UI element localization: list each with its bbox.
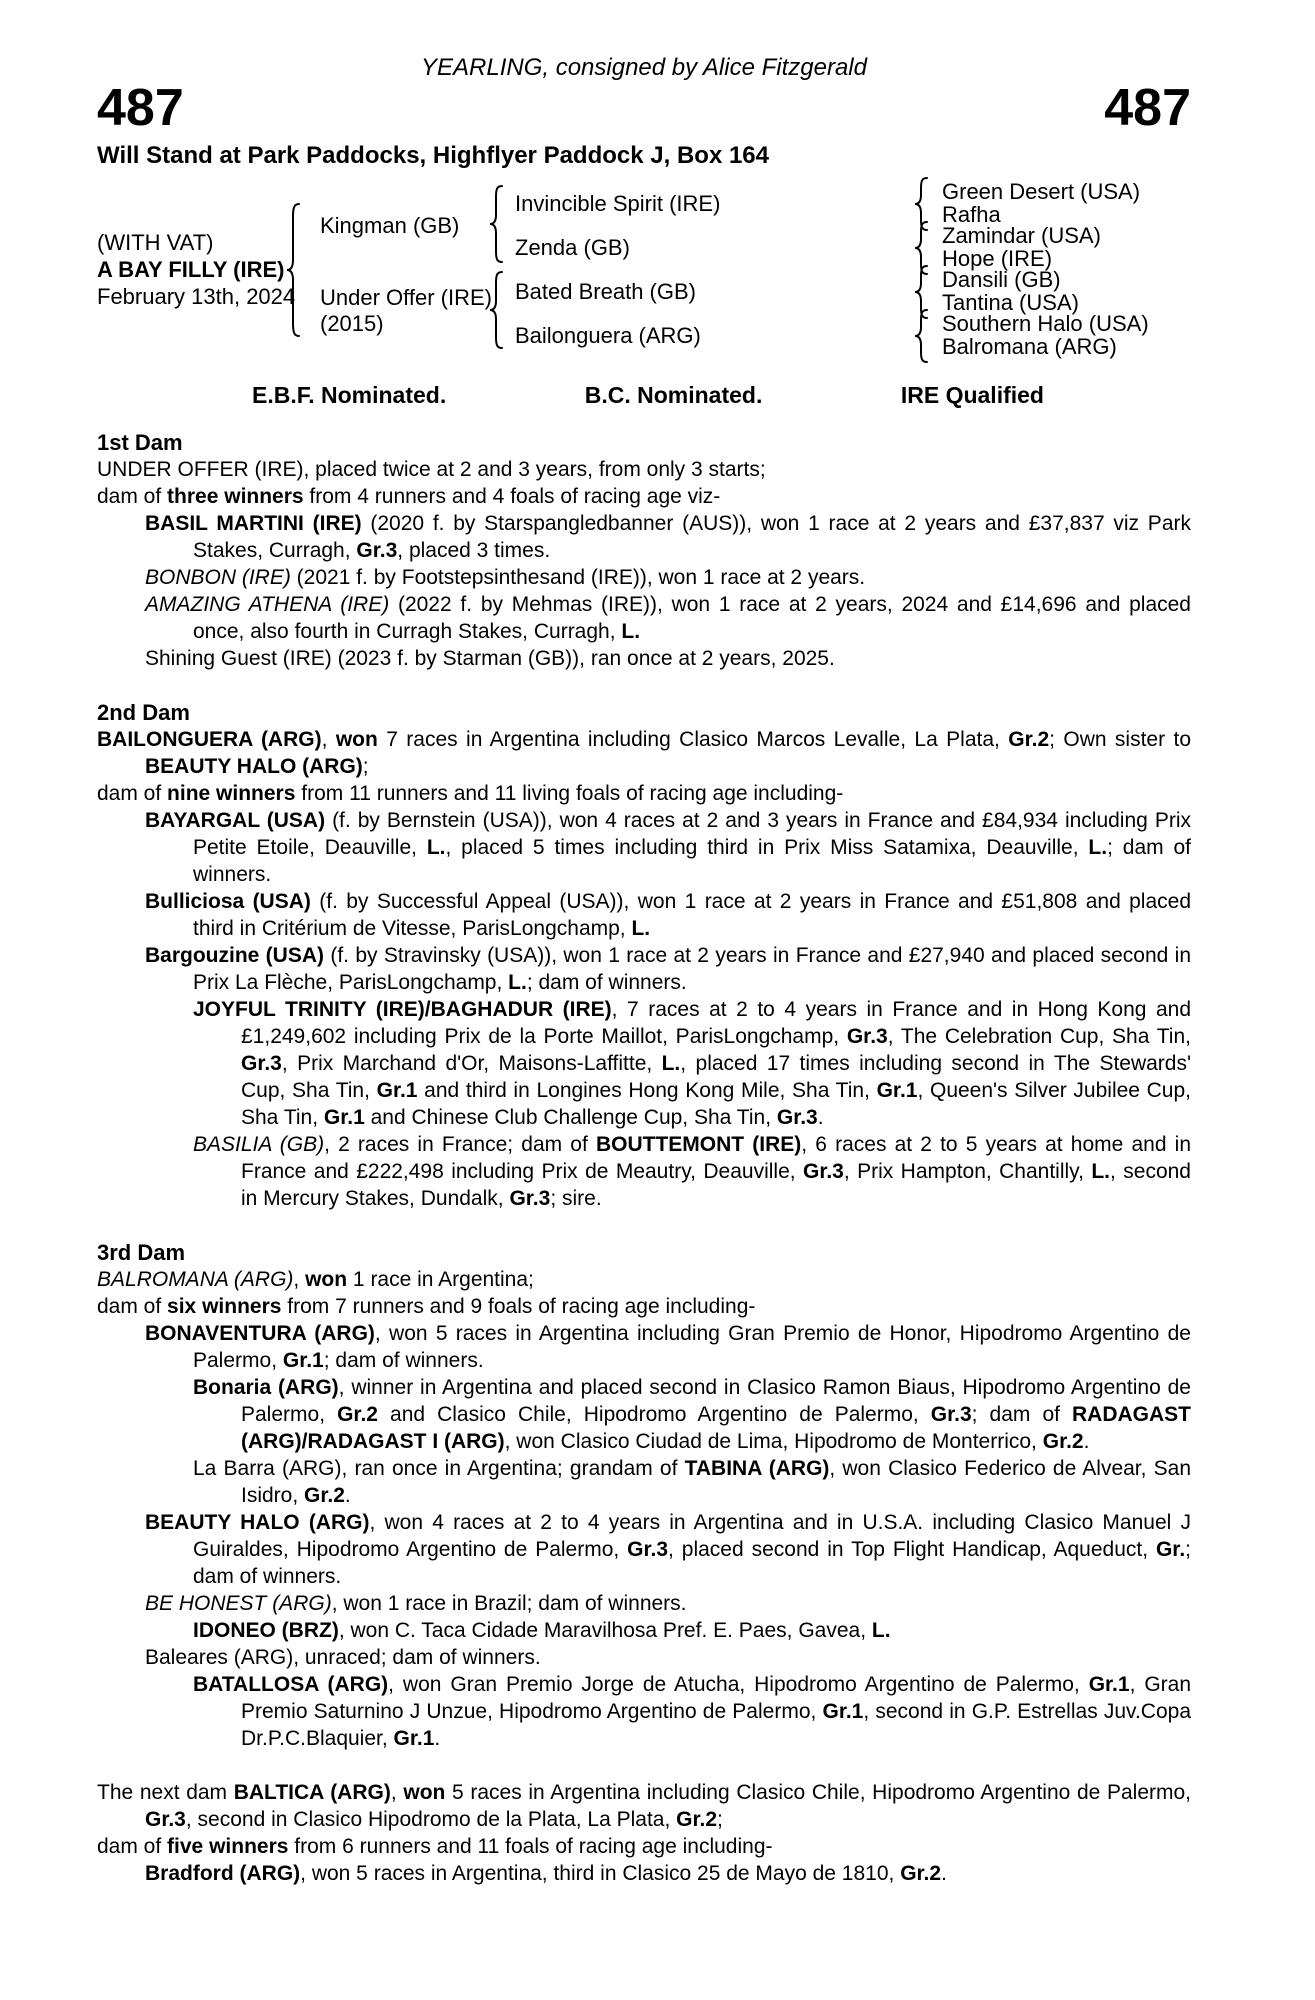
text-run: BASILIA (GB) bbox=[193, 1133, 325, 1156]
catalog-paragraph bbox=[97, 1509, 1191, 1590]
catalog-paragraph bbox=[97, 888, 1191, 942]
text-run: Gr.3 bbox=[145, 1808, 186, 1831]
text-run: , bbox=[390, 1781, 404, 1804]
text-run: , won Clasico Ciudad de Lima, Hipodromo de Monterrico, bbox=[504, 1430, 1043, 1453]
catalog-paragraph bbox=[97, 1293, 1191, 1320]
catalog-paragraph bbox=[97, 510, 1191, 564]
subject-name: A BAY FILLY (IRE) bbox=[97, 257, 285, 282]
text-run: won bbox=[305, 1268, 348, 1291]
text-run: L. bbox=[621, 620, 641, 643]
stand-location: Will Stand at Park Paddocks, Highflyer Paddock J, Box 164 bbox=[97, 142, 769, 169]
text-run: from 4 runners and 4 foals of racing age viz- bbox=[303, 485, 721, 508]
text-run: Gr.3 bbox=[509, 1187, 551, 1210]
nominations-row bbox=[252, 382, 1044, 409]
catalog-paragraph bbox=[97, 1320, 1191, 1374]
text-run: RADAGAST (ARG)/RADAGAST I (ARG) bbox=[241, 1403, 1192, 1453]
text-run: . bbox=[1083, 1430, 1090, 1453]
text-run: Shining Guest (IRE) (2023 f. by Starman (GB)), ran once at 2 years, 2025. bbox=[145, 647, 835, 670]
text-run: UNDER OFFER (IRE), placed twice at 2 and 3 years, from only 3 starts; bbox=[97, 458, 766, 481]
text-run: ; dam of winners. bbox=[193, 836, 1191, 886]
text-run: BOUTTEMONT (IRE) bbox=[595, 1133, 802, 1156]
text-run: and Chinese Club Challenge Cup, Sha Tin, bbox=[364, 1106, 777, 1129]
text-run: , bbox=[293, 1268, 306, 1291]
ire-qualified: IRE Qualified bbox=[900, 382, 1044, 408]
text-run: ; dam of winners. bbox=[193, 1538, 1191, 1588]
text-run: , Queen's Silver Jubilee Cup, Sha Tin, bbox=[241, 1079, 1192, 1129]
text-run: Baleares (ARG), unraced; dam of winners. bbox=[145, 1646, 541, 1669]
catalog-paragraph bbox=[97, 591, 1191, 645]
text-run: ; sire. bbox=[550, 1187, 602, 1210]
catalog-paragraph bbox=[97, 1833, 1191, 1860]
text-run: Gr.2 bbox=[676, 1808, 718, 1831]
text-run: ; dam of winners. bbox=[323, 1349, 484, 1372]
text-run: BASIL MARTINI (IRE) bbox=[145, 512, 362, 535]
ggp-southern-halo: Southern Halo (USA) bbox=[942, 311, 1149, 336]
foaling-date: February 13th, 2024 bbox=[97, 284, 296, 309]
text-run: Gr.2 bbox=[900, 1862, 942, 1885]
text-run: Gr.1 bbox=[376, 1079, 418, 1102]
text-run: Gr.3 bbox=[356, 539, 398, 562]
text-run: , Gran Premio Saturnino J Unzue, Hipodromo Argentino de Palermo, bbox=[241, 1673, 1192, 1723]
text-run: dam of bbox=[97, 1295, 168, 1318]
text-run: BALTICA (ARG) bbox=[233, 1781, 391, 1804]
text-run: won bbox=[403, 1781, 446, 1804]
text-run: Gr.3 bbox=[627, 1538, 669, 1561]
ggp-tantina: Tantina (USA) bbox=[942, 290, 1079, 315]
page-title: YEARLING, consigned by Alice Fitzgerald bbox=[421, 54, 867, 81]
pedigree-brace-icon bbox=[913, 309, 929, 363]
text-run: , 2 races in France; dam of bbox=[324, 1133, 596, 1156]
ggp-green-desert: Green Desert (USA) bbox=[942, 179, 1141, 204]
text-run: L. bbox=[1091, 1160, 1111, 1183]
text-run: TABINA (ARG) bbox=[684, 1457, 830, 1480]
vat-note: (WITH VAT) bbox=[97, 230, 214, 255]
sire-name: Kingman (GB) bbox=[320, 213, 460, 238]
text-run: . bbox=[344, 1484, 351, 1507]
dam-section bbox=[97, 699, 1191, 1212]
text-run: ; dam of winners. bbox=[526, 971, 687, 994]
catalog-paragraph bbox=[97, 726, 1191, 780]
text-run: , won 4 races at 2 to 4 years in Argentina and in U.S.A. including Clasico Manuel J Guiraldes, Hipodromo Argentino de Palermo, bbox=[193, 1511, 1191, 1561]
text-run: Gr.2 bbox=[304, 1484, 345, 1507]
ggp-rafha: Rafha bbox=[942, 202, 1001, 227]
catalog-paragraph bbox=[97, 483, 1191, 510]
pedigree-sections bbox=[97, 429, 1191, 1887]
text-run: Gr.1 bbox=[876, 1079, 918, 1102]
dam-dam-name: Bailonguera (ARG) bbox=[515, 323, 701, 348]
catalog-paragraph bbox=[97, 645, 1191, 672]
dam-section-heading: 2nd Dam bbox=[97, 700, 190, 725]
dam-section-heading: 3rd Dam bbox=[97, 1240, 186, 1265]
catalog-paragraph bbox=[97, 1131, 1191, 1212]
text-run: (2021 f. by Footstepsinthesand (IRE)), won 1 race at 2 years. bbox=[290, 566, 866, 589]
text-run: , The Celebration Cup, Sha Tin, bbox=[887, 1025, 1191, 1048]
text-run: L. bbox=[508, 971, 527, 994]
text-run: 7 races in Argentina including Clasico Marcos Levalle, La Plata, bbox=[377, 728, 1009, 751]
text-run: , bbox=[321, 728, 336, 751]
text-run: , Prix Marchand d'Or, Maisons-Laffitte, bbox=[281, 1052, 662, 1075]
text-run: , placed 5 times including third in Prix Miss Satamixa, Deauville, bbox=[445, 836, 1089, 859]
text-run: (f. by Successful Appeal (USA)), won 1 race at 2 years in France and £51,808 and placed third in Critérium de Vitesse, ParisLongchamp, bbox=[193, 890, 1192, 940]
text-run: BONBON (IRE) bbox=[145, 566, 291, 589]
catalog-paragraph bbox=[97, 1860, 1191, 1887]
catalog-paragraph bbox=[97, 564, 1191, 591]
text-run: BATALLOSA (ARG) bbox=[193, 1673, 389, 1696]
text-run: L. bbox=[871, 1619, 891, 1642]
text-run: , won 1 race in Brazil; dam of winners. bbox=[331, 1592, 687, 1615]
text-run: Gr.3 bbox=[930, 1403, 972, 1426]
lot-number-right: 487 bbox=[1104, 79, 1191, 137]
text-run: nine winners bbox=[167, 782, 296, 805]
text-run: Gr.3 bbox=[803, 1160, 844, 1183]
text-run: 1 race in Argentina; bbox=[347, 1268, 534, 1291]
text-run: Gr.3 bbox=[846, 1025, 888, 1048]
catalog-paragraph bbox=[97, 807, 1191, 888]
text-run: from 6 runners and 11 foals of racing age including- bbox=[288, 1835, 773, 1858]
pedigree-brace-icon bbox=[283, 203, 303, 337]
text-run: Gr.1 bbox=[393, 1727, 435, 1750]
text-run: , 6 races at 2 to 5 years at home and in France and £222,498 including Prix de Meautry, Deauville, bbox=[241, 1133, 1192, 1183]
catalog-paragraph bbox=[97, 1455, 1191, 1509]
text-run: The next dam bbox=[97, 1781, 234, 1804]
text-run: , won Clasico Federico de Alvear, San Isidro, bbox=[241, 1457, 1191, 1507]
catalog-paragraph bbox=[97, 996, 1191, 1131]
text-run: Gr.2 bbox=[1042, 1430, 1084, 1453]
dam-year: (2015) bbox=[320, 311, 384, 336]
ggp-dansili: Dansili (GB) bbox=[942, 267, 1061, 292]
text-run: from 7 runners and 9 foals of racing age including- bbox=[281, 1295, 756, 1318]
text-run: IDONEO (BRZ) bbox=[193, 1619, 339, 1642]
ebf-nomination: E.B.F. Nominated. bbox=[252, 382, 447, 408]
text-run: , placed second in Top Flight Handicap, Aqueduct, bbox=[668, 1538, 1156, 1561]
text-run: , won Gran Premio Jorge de Atucha, Hipodromo Argentino de Palermo, bbox=[388, 1673, 1089, 1696]
text-run: BALROMANA (ARG) bbox=[97, 1268, 294, 1291]
text-run: , second in Clasico Hipodromo de la Plata, La Plata, bbox=[185, 1808, 677, 1831]
text-run: won bbox=[335, 728, 378, 751]
dam-section bbox=[97, 1239, 1191, 1752]
text-run: AMAZING ATHENA (IRE) bbox=[145, 593, 390, 616]
text-run: , won C. Taca Cidade Maravilhosa Pref. E. Paes, Gavea, bbox=[338, 1619, 872, 1642]
text-run: , second in Mercury Stakes, Dundalk, bbox=[241, 1160, 1191, 1210]
text-run: , Prix Hampton, Chantilly, bbox=[843, 1160, 1092, 1183]
sire-dam-name: Zenda (GB) bbox=[515, 235, 630, 260]
catalog-paragraph bbox=[97, 1374, 1191, 1455]
text-run: Bulliciosa (USA) bbox=[145, 890, 311, 913]
text-run: , winner in Argentina and placed second in Clasico Ramon Biaus, Hipodromo Argentino de Palermo, bbox=[241, 1376, 1191, 1426]
text-run: Gr. bbox=[1155, 1538, 1186, 1561]
text-run: ; dam of bbox=[971, 1403, 1073, 1426]
text-run: , won 5 races in Argentina including Gran Premio de Honor, Hipodromo Argentino de Palermo, bbox=[193, 1322, 1191, 1372]
text-run: Bargouzine (USA) bbox=[145, 944, 325, 967]
text-run: BONAVENTURA (ARG) bbox=[145, 1322, 375, 1345]
dam-sire-name: Bated Breath (GB) bbox=[515, 279, 696, 304]
pedigree-brace-icon bbox=[488, 185, 504, 263]
catalog-paragraph bbox=[97, 1644, 1191, 1671]
text-run: BE HONEST (ARG) bbox=[145, 1592, 332, 1615]
catalog-paragraph bbox=[97, 942, 1191, 996]
text-run: Gr.3 bbox=[241, 1052, 282, 1075]
text-run: L. bbox=[1088, 836, 1108, 859]
text-run: ; Own sister to bbox=[1049, 728, 1192, 751]
text-run: Bonaria (ARG) bbox=[193, 1376, 339, 1399]
ggp-hope: Hope (IRE) bbox=[942, 246, 1053, 271]
text-run: Gr.1 bbox=[1088, 1673, 1130, 1696]
sire-sire-name: Invincible Spirit (IRE) bbox=[515, 191, 721, 216]
dam-section-heading: 1st Dam bbox=[97, 430, 183, 455]
catalog-paragraph bbox=[97, 1617, 1191, 1644]
text-run: La Barra (ARG), ran once in Argentina; grandam of bbox=[193, 1457, 685, 1480]
text-run: Gr.2 bbox=[1008, 728, 1050, 751]
catalog-paragraph bbox=[97, 780, 1191, 807]
text-run: , 7 races at 2 to 4 years in France and in Hong Kong and £1,249,602 including Prix de la Porte Maillot, ParisLongchamp, bbox=[241, 998, 1192, 1048]
lot-number-row bbox=[97, 79, 1191, 137]
text-run: dam of bbox=[97, 485, 168, 508]
lot-number-left: 487 bbox=[97, 79, 184, 137]
ggp-zamindar: Zamindar (USA) bbox=[942, 223, 1101, 248]
text-run: JOYFUL TRINITY (IRE)/BAGHADUR (IRE) bbox=[193, 998, 612, 1021]
text-run: , won 5 races in Argentina, third in Clasico 25 de Mayo de 1810, bbox=[300, 1862, 901, 1885]
text-run: Gr.2 bbox=[337, 1403, 378, 1426]
text-run: Gr.3 bbox=[776, 1106, 818, 1129]
text-run: Gr.1 bbox=[282, 1349, 324, 1372]
text-run: . bbox=[817, 1106, 824, 1129]
text-run: . bbox=[941, 1862, 947, 1885]
text-run: three winners bbox=[167, 485, 304, 508]
text-run: (f. by Bernstein (USA)), won 4 races at 2 and 3 years in France and £84,934 including Prix Petite Etoile, Deauville, bbox=[193, 809, 1191, 859]
bc-nomination: B.C. Nominated. bbox=[584, 382, 763, 408]
text-run: BEAUTY HALO (ARG) bbox=[145, 1511, 370, 1534]
text-run: . bbox=[434, 1727, 441, 1750]
text-run: dam of bbox=[97, 782, 168, 805]
text-run: (f. by Stravinsky (USA)), won 1 race at 2 years in France and £27,940 and placed second in Prix La Flèche, ParisLongchamp, bbox=[193, 944, 1192, 994]
text-run: BAYARGAL (USA) bbox=[145, 809, 326, 832]
text-run: L. bbox=[661, 1052, 681, 1075]
text-run: L. bbox=[631, 917, 651, 940]
text-run: (2022 f. by Mehmas (IRE)), won 1 race at 2 years, 2024 and £14,696 and placed once, also fourth in Curragh Stakes, Curragh, bbox=[193, 593, 1191, 643]
catalog-paragraph bbox=[97, 1590, 1191, 1617]
dam-section bbox=[97, 429, 1191, 672]
catalog-paragraph bbox=[97, 1671, 1191, 1752]
text-run: Gr.1 bbox=[323, 1106, 365, 1129]
pedigree-tree bbox=[97, 174, 1191, 370]
text-run: and third in Longines Hong Kong Mile, Sha Tin, bbox=[417, 1079, 877, 1102]
text-run: six winners bbox=[167, 1295, 282, 1318]
text-run: ; bbox=[717, 1808, 723, 1831]
text-run: L. bbox=[426, 836, 446, 859]
text-run: BAILONGUERA (ARG) bbox=[97, 728, 322, 751]
text-run: Gr.1 bbox=[822, 1700, 864, 1723]
text-run: from 11 runners and 11 living foals of racing age including- bbox=[295, 782, 844, 805]
catalog-paragraph bbox=[97, 456, 1191, 483]
catalog-paragraph bbox=[97, 1779, 1191, 1833]
ggp-balromana: Balromana (ARG) bbox=[942, 334, 1117, 359]
text-run: 5 races in Argentina including Clasico Chile, Hipodromo Argentino de Palermo, bbox=[445, 1781, 1192, 1804]
text-run: BEAUTY HALO (ARG) bbox=[145, 755, 363, 778]
text-run: , second in G.P. Estrellas Juv.Copa Dr.P.C.Blaquier, bbox=[241, 1700, 1192, 1750]
text-run: (2020 f. by Starspangledbanner (AUS)), won 1 race at 2 years and £37,837 viz Park Stakes, Curragh, bbox=[193, 512, 1191, 562]
dam-name: Under Offer (IRE) bbox=[320, 285, 492, 310]
text-run: ; bbox=[362, 755, 369, 778]
text-run: and Clasico Chile, Hipodromo Argentino de Palermo, bbox=[377, 1403, 931, 1426]
dam-section bbox=[97, 1779, 1191, 1887]
text-run: five winners bbox=[167, 1835, 289, 1858]
text-run: Bradford (ARG) bbox=[145, 1862, 301, 1885]
text-run: , placed 3 times. bbox=[397, 539, 551, 562]
text-run: dam of bbox=[97, 1835, 168, 1858]
text-run: , placed 17 times including second in The Stewards' Cup, Sha Tin, bbox=[241, 1052, 1191, 1102]
catalog-paragraph bbox=[97, 1266, 1191, 1293]
